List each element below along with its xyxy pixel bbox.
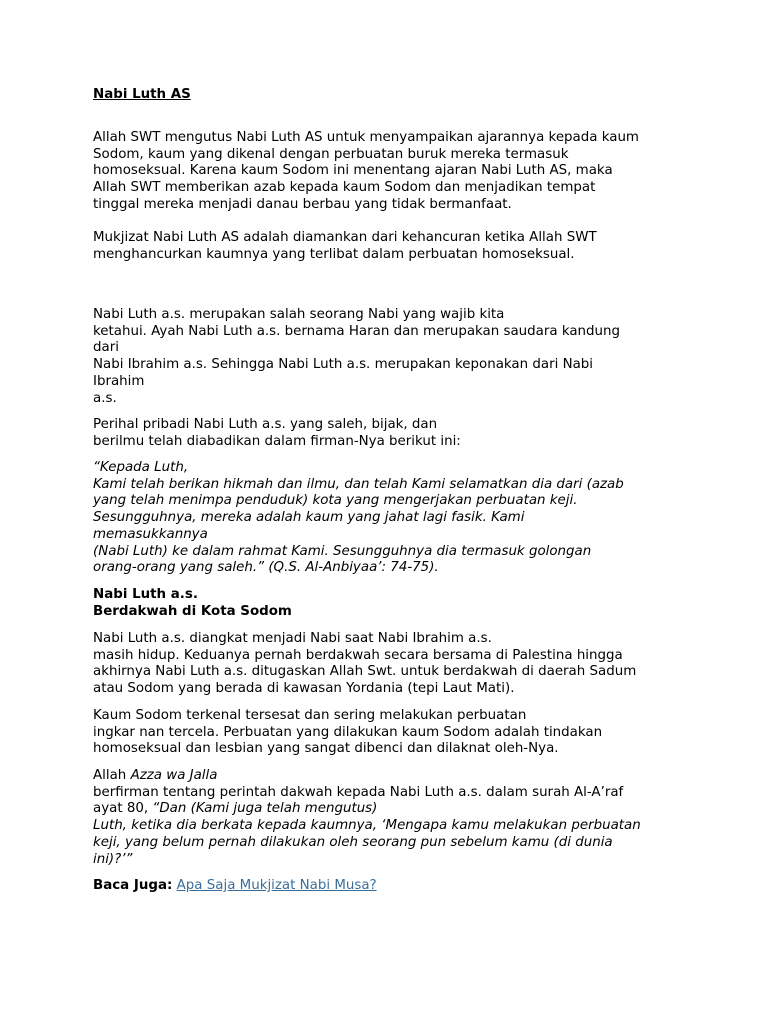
- text-line: Luth, ketika dia berkata kepada kaumnya, ‘Mengapa kamu melakukan perbuatan: [93, 818, 641, 834]
- kaum-sodom-paragraph: [93, 708, 683, 758]
- heading-line: Nabi Luth a.s.: [93, 587, 198, 602]
- ayat-prefix: ayat 80,: [93, 801, 153, 817]
- baca-juga-label: Baca Juga:: [93, 878, 173, 893]
- text-line: Allah SWT mengutus Nabi Luth AS untuk menyampaikan ajarannya kepada kaum: [93, 130, 639, 145]
- intro-paragraph: [93, 130, 683, 214]
- text-line: dari: [93, 340, 119, 356]
- baca-juga-line: [93, 878, 683, 895]
- text-line: berilmu telah diabadikan dalam firman-Nya berikut ini:: [93, 433, 461, 449]
- text-line: akhirnya Nabi Luth a.s. ditugaskan Allah Swt. untuk berdakwah di daerah Sadum: [93, 664, 637, 680]
- text-line: masih hidup. Keduanya pernah berdakwah secara bersama di Palestina hingga: [93, 647, 623, 663]
- ayat-quote-start: “Dan (Kami juga telah mengutus): [152, 801, 378, 817]
- text-line: ini)?’”: [93, 851, 133, 867]
- text-line: atau Sodom yang berada di kawasan Yordania (tepi Laut Mati).: [93, 681, 515, 697]
- diangkat-paragraph: [93, 631, 683, 698]
- text-line: Kaum Sodom terkenal tersesat dan sering melakukan perbuatan: [93, 708, 527, 723]
- text-line: Sesungguhnya, mereka adalah kaum yang jahat lagi fasik. Kami: [93, 510, 525, 526]
- text-line: [93, 801, 683, 818]
- mukjizat-paragraph: [93, 230, 683, 263]
- text-line: Ibrahim: [93, 373, 145, 389]
- text-line: homoseksual dan lesbian yang sangat dibenci dan dilaknat oleh-Nya.: [93, 741, 559, 757]
- text-line: berfirman tentang perintah dakwah kepada Nabi Luth a.s. dalam surah Al-A’raf: [93, 784, 624, 800]
- text-line: menghancurkan kaumnya yang terlibat dalam perbuatan homoseksual.: [93, 246, 575, 262]
- text-line: “Kepada Luth,: [93, 460, 189, 475]
- text-line: Sodom, kaum yang dikenal dengan perbuatan buruk mereka termasuk: [93, 146, 569, 162]
- text-line: [93, 768, 683, 785]
- baca-juga-link[interactable]: Apa Saja Mukjizat Nabi Musa?: [176, 878, 377, 893]
- quran-quote: [93, 460, 683, 577]
- allah-prefix: Allah: [93, 768, 131, 783]
- text-line: homoseksual. Karena kaum Sodom ini menentang ajaran Nabi Luth AS, maka: [93, 163, 613, 179]
- text-line: Kami telah berikan hikmah dan ilmu, dan telah Kami selamatkan dia dari (azab: [93, 476, 624, 492]
- text-line: Nabi Ibrahim a.s. Sehingga Nabi Luth a.s. merupakan keponakan dari Nabi: [93, 357, 594, 373]
- text-line: ingkar nan tercela. Perbuatan yang dilakukan kaum Sodom adalah tindakan: [93, 724, 603, 740]
- allah-paragraph: [93, 768, 683, 868]
- text-line: orang-orang yang saleh.” (Q.S. Al-Anbiyaa’: 74-75).: [93, 560, 439, 576]
- text-line: Nabi Luth a.s. diangkat menjadi Nabi saat Nabi Ibrahim a.s.: [93, 631, 492, 646]
- section-heading: [93, 587, 683, 620]
- text-line: a.s.: [93, 390, 117, 406]
- perihal-paragraph: [93, 417, 683, 450]
- text-line: Nabi Luth a.s. merupakan salah seorang Nabi yang wajib kita: [93, 307, 505, 322]
- heading-line: Berdakwah di Kota Sodom: [93, 603, 292, 619]
- text-line: Mukjizat Nabi Luth AS adalah diamankan dari kehancuran ketika Allah SWT: [93, 230, 597, 245]
- text-line: yang telah menimpa penduduk) kota yang mengerjakan perbuatan keji.: [93, 493, 578, 509]
- text-line: Allah SWT memberikan azab kepada kaum Sodom dan menjadikan tempat: [93, 180, 596, 196]
- azza-wa-jalla: Azza wa Jalla: [130, 768, 218, 783]
- text-line: (Nabi Luth) ke dalam rahmat Kami. Sesungguhnya dia termasuk golongan: [93, 543, 592, 559]
- text-line: keji, yang belum pernah dilakukan oleh seorang pun sebelum kamu (di dunia: [93, 834, 613, 850]
- text-line: memasukkannya: [93, 526, 208, 542]
- text-line: Perihal pribadi Nabi Luth a.s. yang saleh, bijak, dan: [93, 417, 438, 432]
- text-line: ketahui. Ayah Nabi Luth a.s. bernama Haran dan merupakan saudara kandung: [93, 323, 621, 339]
- text-line: tinggal mereka menjadi danau berbau yang tidak bermanfaat.: [93, 196, 512, 212]
- page-title: Nabi Luth AS: [93, 87, 191, 102]
- nabi-luth-paragraph: [93, 307, 683, 407]
